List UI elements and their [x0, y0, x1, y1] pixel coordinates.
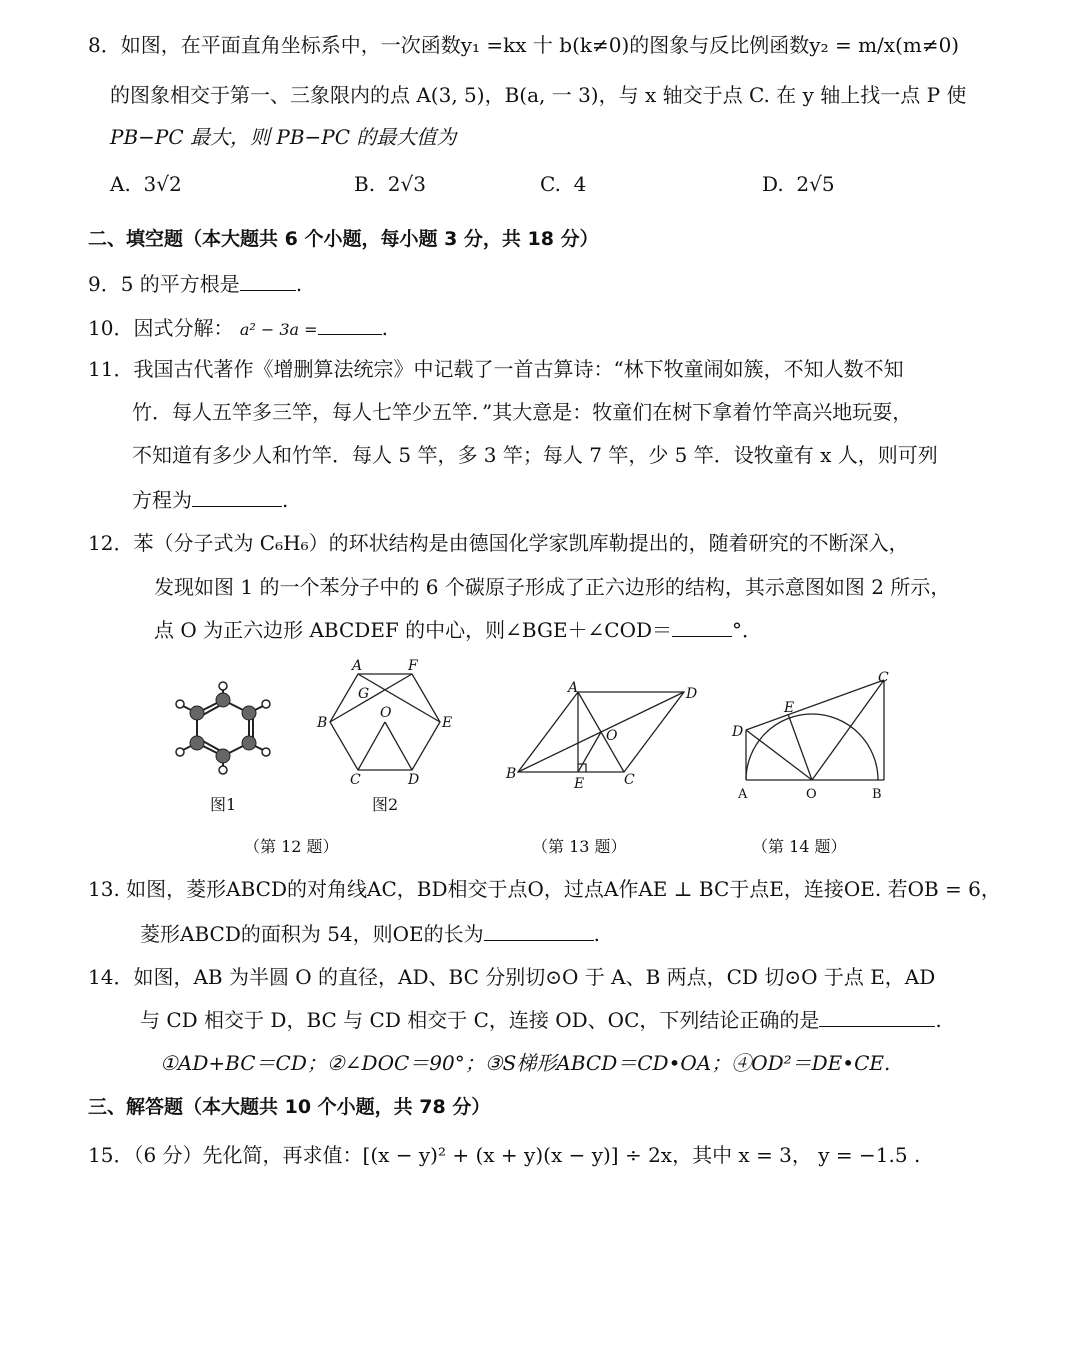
option-value: 2√3 [387, 172, 426, 196]
label-F: F [408, 658, 418, 674]
q8-line3: PB−PC 最大，则 PB−PC 的最大值为 [110, 125, 457, 149]
option-label: A. [110, 172, 131, 196]
answer-blank [318, 314, 382, 335]
q10-text: 10．因式分解： [88, 316, 234, 340]
section-2-heading: 二、填空题（本大题共 6 个小题，每小题 3 分，共 18 分） [88, 228, 599, 250]
q8-option-d [762, 172, 835, 196]
q12-line1: 12．苯（分子式为 C₆H₆）的环状结构是由德国化学家凯库勒提出的，随着研究的不断深入， [88, 531, 909, 555]
q12-line3 [154, 616, 762, 643]
caption-q13: （第 13 题） [532, 837, 627, 856]
label-E: E [442, 715, 453, 731]
option-value: 2√5 [796, 172, 835, 196]
q11-line2: 竹．每人五竿多三竿，每人七竿少五竿．”其大意是：牧童们在树下拿着竹竿高兴地玩耍， [132, 400, 913, 424]
option-value: 4 [573, 172, 587, 196]
q8-line1: 8．如图，在平面直角坐标系中，一次函数y₁ =kx 十 b(k≠0)的图象与反比例函数y₂ = m/x(m≠0) [88, 33, 960, 57]
option-label: B. [354, 172, 376, 196]
figure-13-rhombus [502, 676, 702, 794]
q13-line2-text: 菱形ABCD的面积为 54，则OE的长为 [140, 922, 484, 946]
q9: 9．5 的平方根是 . [88, 272, 303, 296]
q13-line1: 13. 如图，菱形ABCD的对角线AC，BD相交于点O，过点A作AE ⊥ BC于点E，连接OE. 若OB = 6， [88, 877, 1001, 901]
q12-line3-end: °． [732, 618, 763, 642]
label-B: B [317, 715, 328, 731]
label-G: G [358, 686, 370, 702]
q9-text: 9．5 的平方根是 [88, 272, 240, 296]
option-label: C. [540, 172, 561, 196]
label-O: O [606, 728, 618, 744]
q14-line3: ①AD+BC＝CD；②∠DOC＝90°；③S梯形ABCD＝CD•OA；④OD²＝DE•CE. [160, 1051, 891, 1075]
label-A: A [352, 658, 363, 674]
answer-blank [819, 1006, 935, 1027]
figure-2-caption: 图2 [372, 795, 399, 814]
q11-line4: 方程为 . [132, 488, 289, 512]
q13-line2: 菱形ABCD的面积为 54，则OE的长为 . [140, 922, 601, 946]
option-value: 3√2 [143, 172, 182, 196]
label-C: C [878, 670, 889, 686]
q14-line2: 与 CD 相交于 D，BC 与 CD 相交于 C，连接 OD、OC，下列结论正确的是 . [140, 1008, 942, 1032]
label-E: E [574, 776, 585, 792]
label-C: C [350, 772, 361, 788]
q12-line3-text: 点 O 为正六边形 ABCDEF 的中心，则∠BGE＋∠COD＝ [154, 618, 673, 642]
q11-line3: 不知道有多少人和竹竿．每人 5 竿，多 3 竿；每人 7 竿，少 5 竿．设牧童有 x 人，则可列 [132, 443, 938, 467]
q8-option-b [354, 172, 426, 196]
label-D: D [408, 772, 420, 788]
answer-blank [672, 616, 732, 637]
label-E: E [784, 700, 795, 716]
q8-line2: 的图象相交于第一、三象限内的点 A(3, 5)，B(a, 一 3)，与 x 轴交于点 C. 在 y 轴上找一点 P 使 [110, 83, 967, 107]
caption-q14: （第 14 题） [752, 837, 847, 856]
label-B: B [506, 766, 517, 782]
label-B: B [872, 787, 882, 802]
label-D: D [686, 686, 698, 702]
q14-line2-text: 与 CD 相交于 D，BC 与 CD 相交于 C，连接 OD、OC，下列结论正确的是 [140, 1008, 820, 1032]
q8-option-a [110, 172, 182, 196]
q14-line1: 14．如图，AB 为半圆 O 的直径，AD、BC 分别切⊙O 于 A、B 两点，CD 切⊙O 于点 E，AD [88, 965, 936, 989]
answer-blank [192, 486, 282, 507]
label-O: O [380, 705, 392, 721]
q11-line4-text: 方程为 [132, 488, 192, 512]
option-label: D. [762, 172, 784, 196]
figure-1-caption: 图1 [210, 795, 237, 814]
label-C: C [624, 772, 635, 788]
q10: 10．因式分解： a² − 3a = . [88, 316, 388, 340]
q12-line2: 发现如图 1 的一个苯分子中的 6 个碳原子形成了正六边形的结构，其示意图如图 2 所示， [154, 575, 951, 599]
answer-blank [484, 920, 594, 941]
answer-blank [240, 270, 296, 291]
caption-q12: （第 12 题） [244, 837, 339, 856]
q15: 15．（6 分）先化简，再求值：[(x − y)² + (x + y)(x − y)] ÷ 2x，其中 x = 3， y = −1.5 . [88, 1143, 921, 1167]
label-D: D [732, 724, 744, 740]
figure-1-benzene [165, 678, 285, 778]
q11-line1: 11．我国古代著作《增删算法统宗》中记载了一首古算诗：“林下牧童闹如簇，不知人数不知 [88, 357, 904, 381]
label-A: A [738, 787, 748, 802]
figure-2-hexagon [312, 656, 462, 790]
section-3-heading: 三、解答题（本大题共 10 个小题，共 78 分） [88, 1096, 491, 1118]
q10-expression: a² − 3a = [239, 320, 318, 339]
label-O: O [806, 787, 817, 802]
label-A: A [568, 680, 579, 696]
figure-14-semicircle [726, 668, 902, 804]
q8-option-c [540, 172, 586, 196]
